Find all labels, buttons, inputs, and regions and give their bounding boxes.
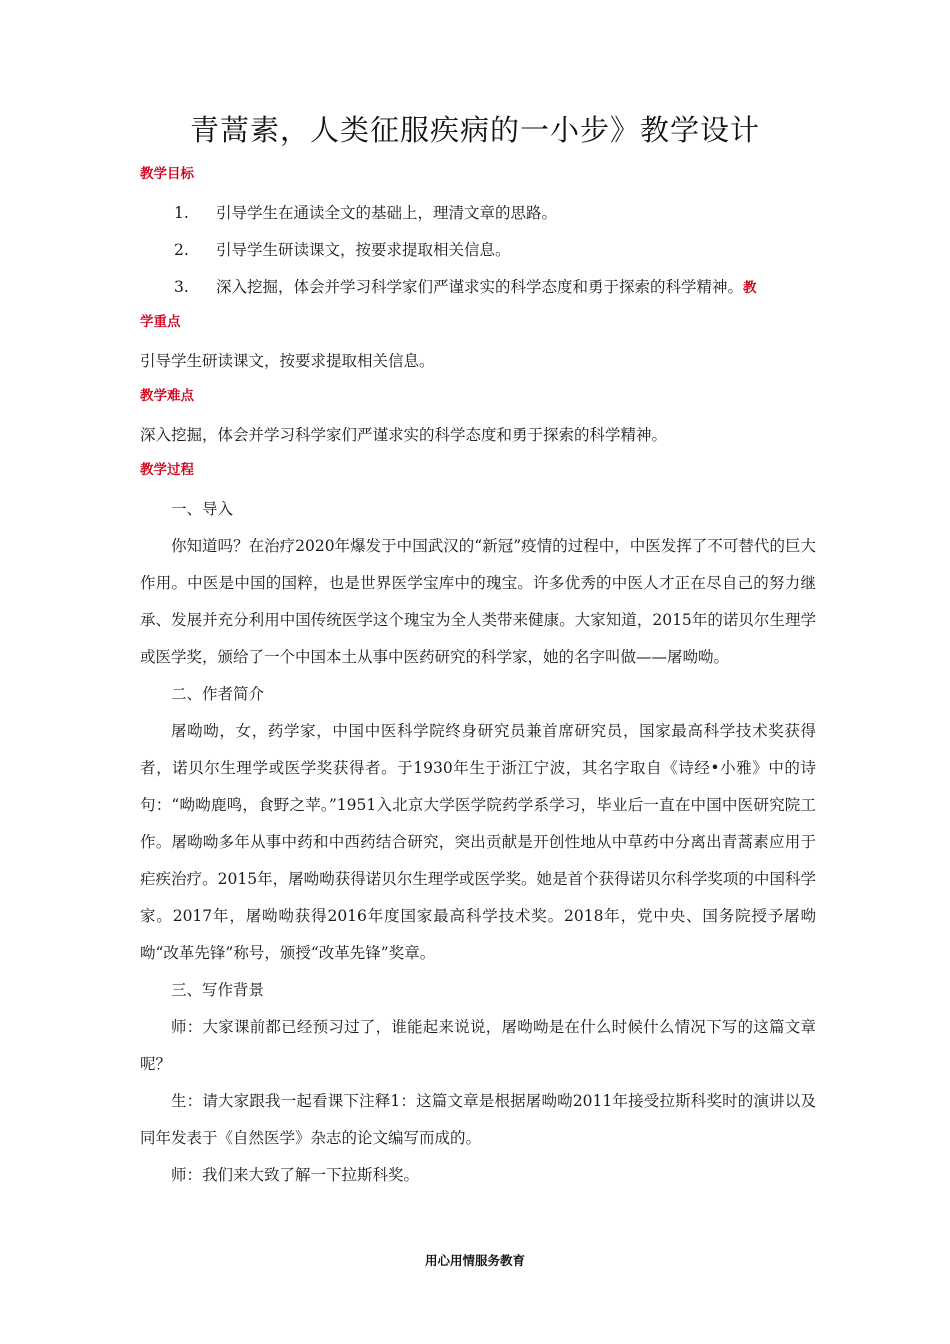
objective-text: 引导学生研读课文，按要求提取相关信息。 [216, 241, 511, 259]
intro-paragraph: 你知道吗？在治疗2020年爆发于中国武汉的“新冠”疫情的过程中，中医发挥了不可替代的巨大作用。中医是中国的国粹，也是世界医学宝库中的瑰宝。许多优秀的中医人才正在尽自己的努力继承、发展并充分利用中国传统医学这个瑰宝为全人类带来健康。大家知道，2015年的诺贝尔生理学或医学奖，颁给了一个中国本土从事中医药研究的科学家，她的名字叫做——屠呦呦。 [140, 537, 816, 666]
objective-text: 深入挖掘，体会并学习科学家们严谨求实的科学态度和勇于探索的科学精神。 [216, 278, 744, 296]
section-title-author: 二、作者简介 [171, 685, 265, 703]
document-body [140, 158, 816, 1194]
section-title-background: 三、写作背景 [171, 981, 265, 999]
objectives-heading: 教学目标 [140, 166, 194, 182]
objective-number: 2. [174, 241, 189, 259]
objective-item-1 [140, 195, 816, 232]
difficulty-heading: 教学难点 [140, 388, 194, 404]
key-point-text: 引导学生研读课文，按要求提取相关信息。 [140, 352, 435, 370]
dialogue-teacher-1: 师：大家课前都已经预习过了，谁能起来说说，屠呦呦是在什么时候什么情况下写的这篇文章呢？ [140, 1018, 816, 1073]
document-title: 青蒿素，人类征服疾病的一小步》教学设计 [189, 113, 760, 147]
key-point-heading-start: 教 [743, 280, 757, 296]
section-title-intro: 一、导入 [171, 500, 234, 518]
difficulty-text: 深入挖掘，体会并学习科学家们严谨求实的科学态度和勇于探索的科学精神。 [140, 426, 668, 444]
dialogue-student-1: 生：请大家跟我一起看课下注释1：这篇文章是根据屠呦呦2011年接受拉斯科奖时的演讲以及同年发表于《自然医学》杂志的论文编写而成的。 [140, 1092, 816, 1147]
author-paragraph: 屠呦呦，女，药学家，中国中医科学院终身研究员兼首席研究员，国家最高科学技术奖获得者，诺贝尔生理学或医学奖获得者。于1930年生于浙江宁波，其名字取自《诗经•小雅》中的诗句：“呦呦鹿鸣，食野之苹。”1951入北京大学医学院药学系学习，毕业后一直在中国中医研究院工作。屠呦呦多年从事中药和中西药结合研究，突出贡献是开创性地从中草药中分离出青蒿素应用于疟疾治疗。2015年，屠呦呦获得诺贝尔生理学或医学奖。她是首个获得诺贝尔科学奖项的中国科学家。2017年，屠呦呦获得2016年度国家最高科学技术奖。2018年，党中央、国务院授予屠呦呦“改革先锋”称号，颁授“改革先锋”奖章。 [140, 722, 816, 962]
objective-item-3 [140, 269, 816, 306]
process-heading: 教学过程 [140, 462, 194, 478]
objective-text: 引导学生在通读全文的基础上，理清文章的思路。 [216, 204, 558, 222]
objective-number: 3. [174, 278, 189, 296]
dialogue-teacher-2: 师：我们来大致了解一下拉斯科奖。 [171, 1166, 420, 1184]
objective-number: 1. [174, 204, 189, 222]
objective-item-2 [140, 232, 816, 269]
key-point-heading: 学重点 [140, 314, 181, 330]
page-footer: 用心用情服务教育 [424, 1253, 525, 1268]
